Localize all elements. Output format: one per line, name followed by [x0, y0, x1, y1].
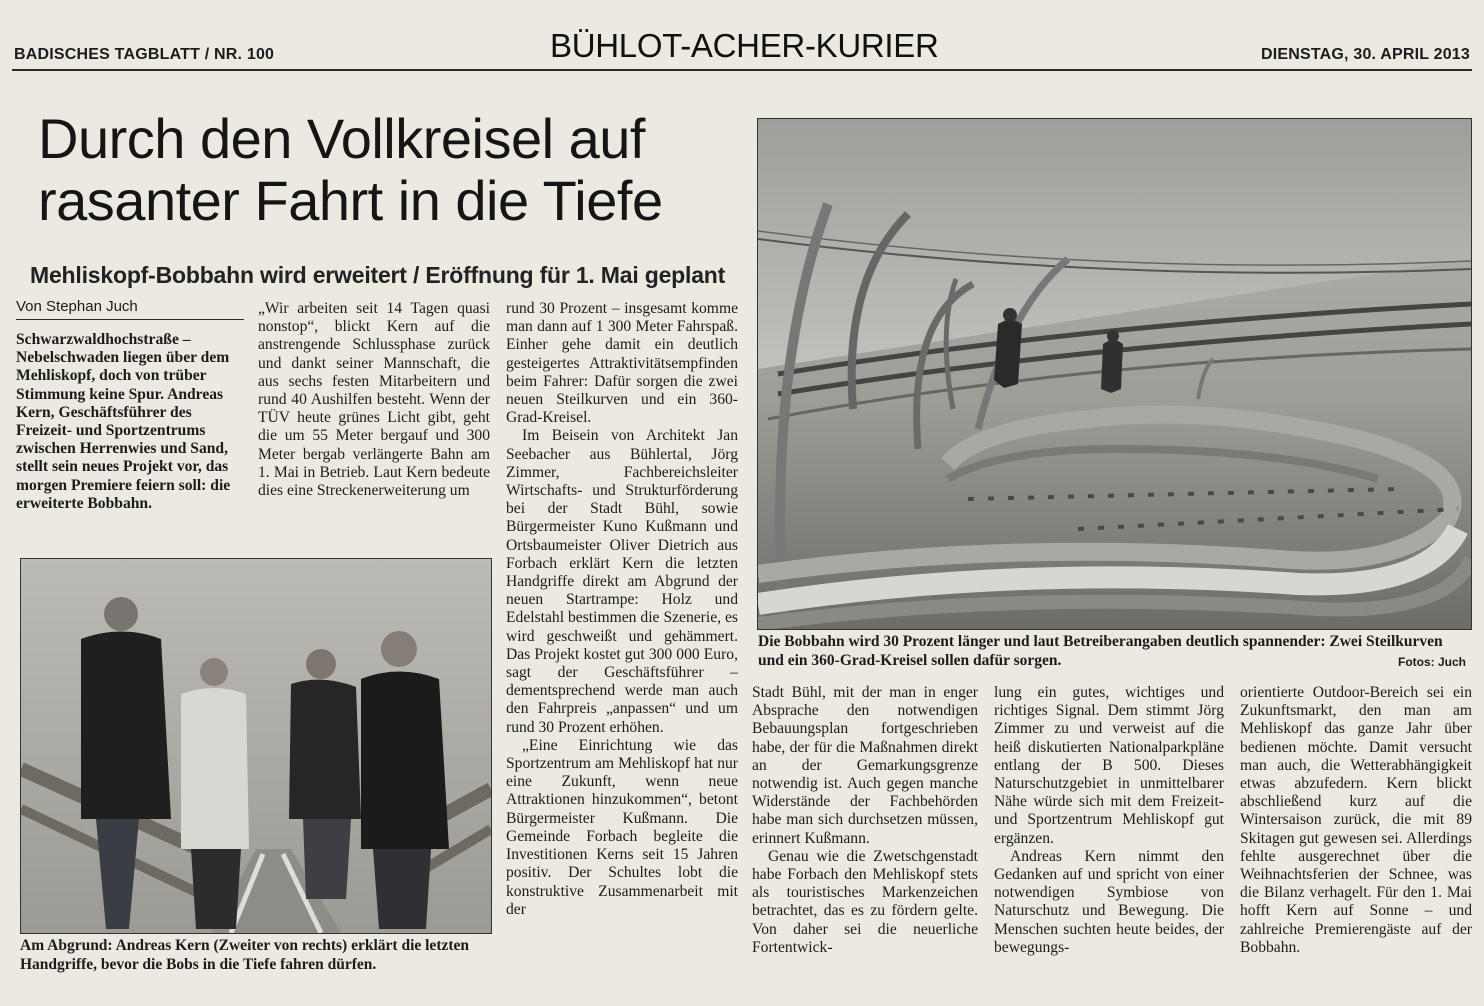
secondary-photo-caption: Am Abgrund: Andreas Kern (Zweiter von rechts) erklärt die letzten Handgriffe, bevor die Bobs in die Tiefe fahren dürfen. — [20, 937, 470, 973]
article-column-6 — [1240, 684, 1472, 957]
headline-line-1: Durch den Vollkreisel auf — [38, 107, 645, 170]
photo-credit: Fotos: Juch — [1398, 655, 1466, 669]
paragraph: Im Beisein von Architekt Jan Seebacher aus Bühlertal, Jörg Zimmer, Fachbereichsleiter Wirtschafts- und Strukturförderung bei der Stadt Bühl, sowie Bürgermeister Kuno Kußmann und Ortsbaumeister Oliver Dietrich aus Forbach erklärt Kern die letzten Handgriffe direkt am Abgrund der neuen Startrampe: Holz und Edelstahl bestimmen die Szenerie, es wird geschweißt und gehämmert. Das Projekt kostet gut 300 000 Euro, sagt der Geschäftsführer – dementsprechend werde man auch den Fahrpreis „anpassen“ und um rund 30 Prozent erhöhen. — [506, 427, 738, 736]
paragraph: „Eine Einrichtung wie das Sportzentrum am Mehliskopf hat nur eine Zukunft, wenn neue Attraktionen hinzukommen“, betont Bürgermeister Kußmann. Die Gemeinde Forbach begleite die Investitionen Kerns seit 15 Jahren positiv. Der Schultes lobt die konstruktive Zusammenarbeit mit der — [506, 736, 738, 918]
author-byline: Von Stephan Juch — [16, 298, 138, 315]
article-column-5 — [994, 684, 1224, 957]
article-column-4 — [752, 684, 978, 957]
paragraph: Genau wie die Zwetschgenstadt habe Forbach den Mehliskopf stets als touristisches Markenzeichen betrachtet, das es zu fördern gelte. Von daher sei die neuerliche Fortentwick- — [752, 847, 978, 956]
masthead-publication: BADISCHES TAGBLATT / NR. 100 — [14, 46, 275, 63]
lead-paragraph: Schwarzwaldhochstraße – Nebelschwaden liegen über dem Mehliskopf, doch von trüber Stimmung keine Spur. Andreas Kern, Geschäftsführer des Freizeit- und Sportzentrums zwischen Herrenwies und Sand, stellt sein neues Projekt vor, das morgen Premiere feiern soll: die erweiterte Bobbahn. — [16, 331, 231, 512]
article-column-3 — [506, 300, 738, 919]
paragraph: „Wir arbeiten seit 14 Tagen quasi nonstop“, blickt Kern auf die anstrengende Schlussphase zurück und dankt seiner Mannschaft, die aus sechs festen Mitarbeitern und rund 40 Aushilfen besteht. Wenn der TÜV heute grünes Licht gibt, geht die um 55 Meter bergauf und 300 Meter bergab verlängerte Bahn am 1. Mai in Betrieb. Laut Kern bedeute dies eine Streckenerweiterung um — [258, 300, 490, 500]
paragraph: Stadt Bühl, mit der man in enger Absprache den notwendigen Bebauungsplan fortgeschrieben habe, der für die Maßnahmen direkt an der Gemarkungsgrenze notwendig ist. Auch gegen manche Widerstände der Fachbehörden habe man sich durchsetzen müssen, erinnert Kußmann. — [752, 684, 978, 847]
paragraph: lung ein gutes, wichtiges und richtiges Signal. Dem stimmt Jörg Zimmer zu und verweist auf die heiß diskutierten Nationalparkpläne entlang der B 500. Dieses Naturschutzgebiet in unmittelbarer Nähe würde sich mit dem Freizeit- und Sportzentrum Mehliskopf gut ergänzen. — [994, 684, 1224, 847]
article-column-2 — [258, 300, 490, 500]
subheadline: Mehliskopf-Bobbahn wird erweitert / Eröffnung für 1. Mai geplant — [30, 262, 726, 288]
masthead-date: DIENSTAG, 30. APRIL 2013 — [1260, 46, 1470, 63]
paragraph: rund 30 Prozent – insgesamt komme man dann auf 1 300 Meter Fahrspaß. Einher gehe damit ein deutlich gesteigertes Attraktivitätsempfinden beim Fahrer: Dafür sorgen die zwei neuen Steilkurven und ein 360-Grad-Kreisel. — [506, 300, 738, 427]
byline-rule — [16, 319, 244, 320]
masthead-section-title: BÜHLOT-ACHER-KURIER — [550, 27, 939, 64]
main-photo-bobsled-track — [757, 118, 1472, 630]
secondary-photo-people-at-ramp — [20, 558, 492, 934]
people-illustration — [21, 559, 491, 933]
paragraph: Andreas Kern nimmt den Gedanken auf und spricht von einer notwendigen Symbiose von Naturschutz und Bewegung. Die Menschen suchten heute beides, der bewegungs- — [994, 847, 1224, 956]
headline — [38, 108, 738, 232]
paragraph: orientierte Outdoor-Bereich sei ein Zukunftsmarkt, den man am Mehliskopf das ganze Jahr über bedienen möchte. Damit versucht man auch, die Wetterabhängigkeit etwas abzufedern. Kern blickt abschließend kurz auf die Wintersaison zurück, die mit 89 Skitagen gut gewesen sei. Allerdings fehlte ausgerechnet über die Weihnachtsferien der Schnee, was die Bilanz verhagelt. Für den 1. Mai hofft Kern auf Sonne – und zahlreiche Premierengäste auf der Bobbahn. — [1240, 684, 1472, 956]
track-illustration — [758, 119, 1471, 629]
masthead-rule — [12, 69, 1472, 71]
headline-line-2: rasanter Fahrt in die Tiefe — [38, 169, 663, 232]
main-photo-caption: Die Bobbahn wird 30 Prozent länger und laut Betreiberangaben deutlich spannender: Zwei Steilkurven und ein 360-Grad-Kreisel sollen dafür sorgen. — [758, 633, 1443, 669]
